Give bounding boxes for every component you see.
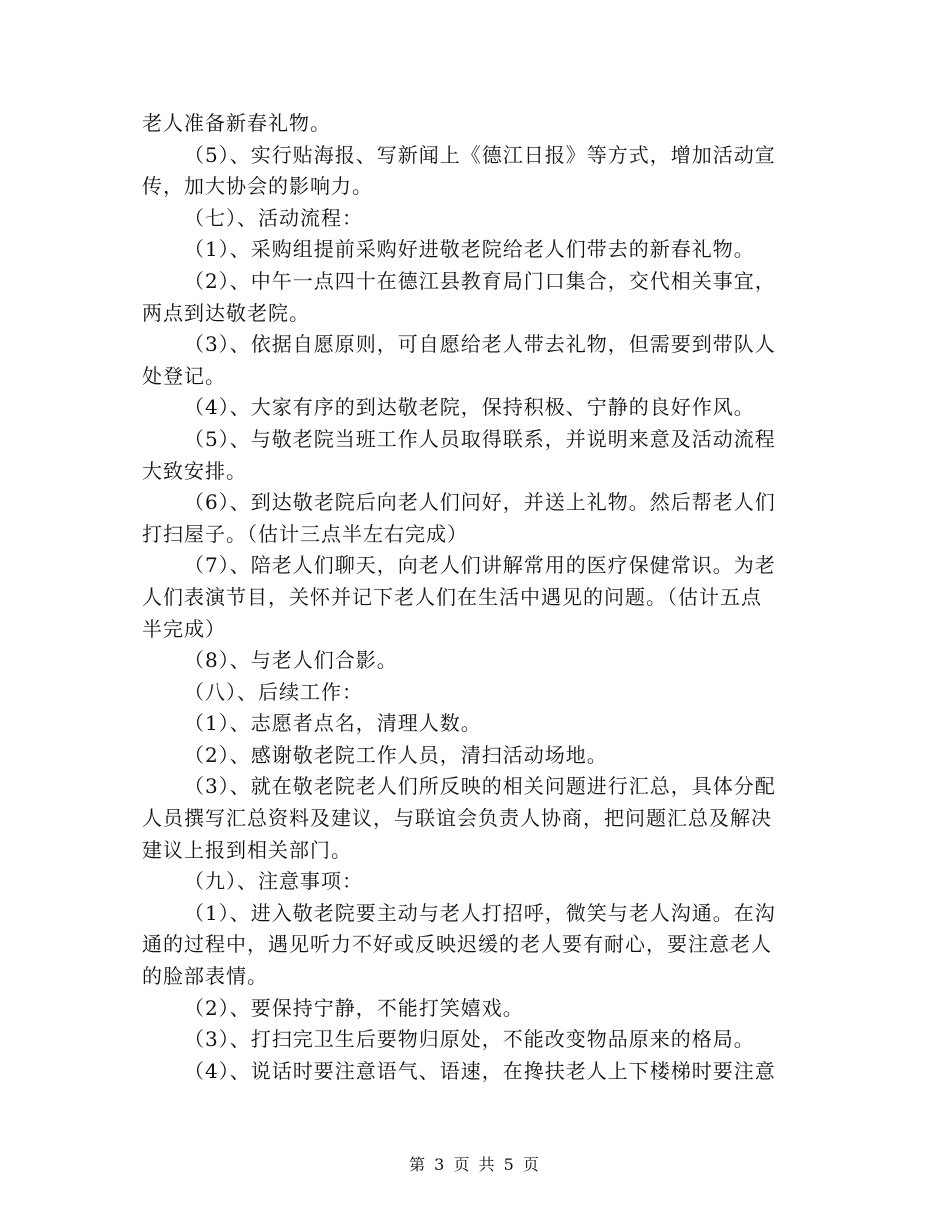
text-line: （7）、陪老人们聊天，向老人们讲解常用的医疗保健常识。为老 — [184, 553, 776, 578]
text-line: （2）、要保持宁静，不能打笑嬉戏。 — [184, 995, 524, 1020]
text-line: （3）、打扫完卫生后要物归原处，不能改变物品原来的格局。 — [184, 1027, 755, 1052]
text-line: 老人准备新春礼物。 — [142, 111, 331, 135]
text-line: （1）、进入敬老院要主动与老人打招呼，微笑与老人沟通。在沟 — [184, 900, 776, 925]
text-line: 两点到达敬老院。 — [142, 300, 310, 325]
text-line: 通的过程中，遇见听力不好或反映迟缓的老人要有耐心，要注意老人 — [142, 932, 772, 957]
text-line: 大致安排。 — [142, 458, 247, 483]
text-line: （8）、与老人们合影。 — [184, 648, 398, 673]
page-number-footer: 第 3 页 共 5 页 — [409, 1155, 541, 1174]
text-line: （4）、大家有序的到达敬老院，保持积极、宁静的良好作风。 — [184, 395, 755, 420]
text-line: （4）、说话时要注意语气、语速，在搀扶老人上下楼梯时要注意 — [184, 1058, 776, 1083]
text-line: （1）、志愿者点名，清理人数。 — [184, 711, 482, 736]
text-line: （5）、实行贴海报、写新闻上《德江日报》等方式，增加活动宣 — [184, 142, 776, 167]
document-body — [142, 108, 810, 1087]
section-heading: （九）、注意事项： — [184, 869, 363, 894]
text-line: 传，加大协会的影响力。 — [142, 174, 373, 199]
text-line: 的脸部表情。 — [142, 964, 268, 989]
text-line: （5）、与敬老院当班工作人员取得联系，并说明来意及活动流程 — [184, 426, 776, 451]
text-line: 人们表演节目，关怀并记下老人们在生活中遇见的问题。（估计五点 — [142, 584, 762, 609]
text-line: 处登记。 — [142, 363, 226, 388]
section-heading: （七）、活动流程： — [184, 205, 363, 230]
text-line: 人员撰写汇总资料及建议，与联谊会负责人协商，把问题汇总及解决 — [142, 806, 772, 831]
text-line: 半完成） — [142, 616, 226, 641]
text-line: （3）、就在敬老院老人们所反映的相关问题进行汇总，具体分配 — [184, 774, 776, 799]
text-line: （2）、感谢敬老院工作人员，清扫活动场地。 — [184, 742, 608, 767]
text-line: 建议上报到相关部门。 — [142, 837, 352, 862]
text-line: （6）、到达敬老院后向老人们问好，并送上礼物。然后帮老人们 — [184, 490, 776, 515]
section-heading: （八）、后续工作： — [184, 679, 363, 704]
text-line: 打扫屋子。（估计三点半左右完成） — [142, 521, 468, 546]
text-line: （1）、采购组提前采购好进敬老院给老人们带去的新春礼物。 — [184, 237, 755, 262]
text-line: （3）、依据自愿原则，可自愿给老人带去礼物，但需要到带队人 — [184, 332, 776, 357]
text-line: （2）、中午一点四十在德江县教育局门口集合，交代相关事宜， — [184, 268, 776, 293]
